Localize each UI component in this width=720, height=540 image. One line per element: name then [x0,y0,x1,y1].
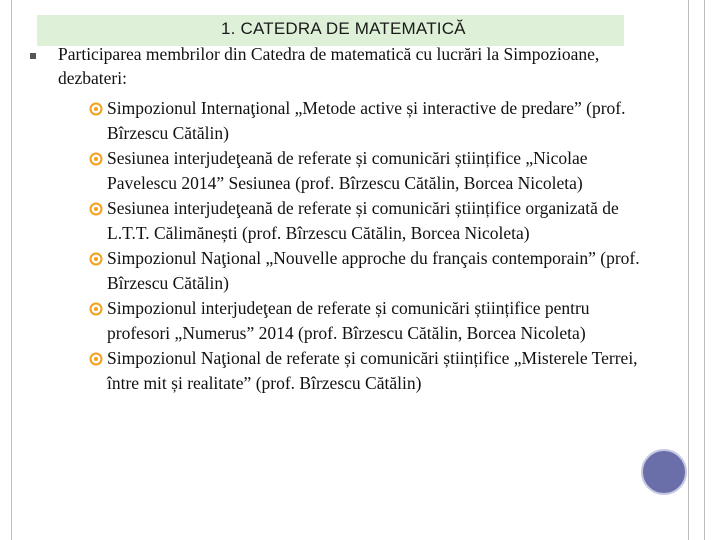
list-item-text: Sesiunea interjudeţeană de referate și comunicări științifice organizată de L.T.T. Călimănești (prof. Bîrzescu Cătălin, Borcea Nicoleta) [107,198,619,243]
list-item-text: Simpozionul Naţional „Nouvelle approche du français contemporain” (prof. Bîrzescu Cătălin) [107,248,640,293]
intro-paragraph: Participarea membrilor din Catedra de matematică cu lucrări la Simpozioane, dezbateri: [58,44,600,88]
list-item [86,196,646,246]
slide-frame-left-line [11,0,12,540]
list-item [86,96,646,146]
circle-bullet-icon [89,102,103,116]
list-item-text: Sesiunea interjudeţeană de referate și comunicări științifice „Nicolae Pavelescu 2014” Sesiunea (prof. Bîrzescu Cătălin, Borcea Nicoleta) [107,148,588,193]
list-item [86,296,646,346]
title-bar [37,15,624,46]
slide-frame-right-line [688,0,689,540]
list-item-text: Simpozionul interjudeţean de referate și comunicări științifice pentru profesori „Numerus” 2014 (prof. Bîrzescu Cătălin, Borcea Nicoleta) [107,298,590,343]
slide-frame-right-outer-line [704,0,705,540]
circle-bullet-icon [89,202,103,216]
list-item-text: Simpozionul Naţional de referate și comunicări științifice „Misterele Terrei, între mit și realitate” (prof. Bîrzescu Cătălin) [107,348,638,393]
symposium-list [86,96,646,396]
circle-bullet-icon [89,152,103,166]
square-bullet-icon [30,53,36,59]
slide-title: 1. CATEDRA DE MATEMATICĂ [221,19,466,38]
list-item [86,146,646,196]
circle-bullet-icon [89,302,103,316]
circle-bullet-icon [89,352,103,366]
list-item-text: Simpozionul Internaţional „Metode active și interactive de predare” (prof. Bîrzescu Cătălin) [107,98,626,143]
list-item [86,246,646,296]
circle-bullet-icon [89,252,103,266]
list-item [86,346,646,396]
slide-nav-circle-button[interactable] [641,449,687,495]
